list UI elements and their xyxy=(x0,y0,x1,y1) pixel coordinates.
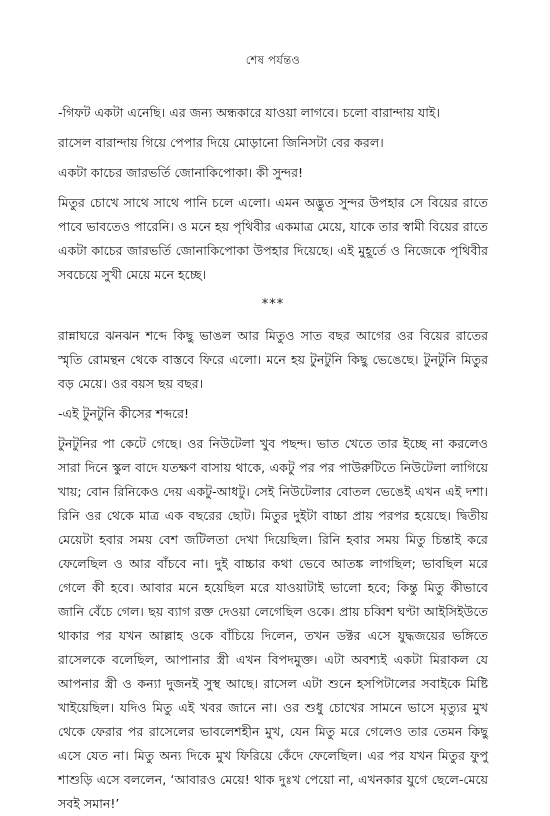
paragraph-kitchen-noise: রান্নাঘরে ঝনঝন শব্দে কিছু ভাঙল আর মিতুও সাত বছর আগের ওর বিয়ের রাতের স্মৃতি রোমন্থন থেকে বাস্তবে ফিরে এলো। মনে হয় টুনটুনি কিছু ভেঙেছে। টুনটুনি মিতুর বড় মেয়ে। ওর বয়স ছয় বছর। xyxy=(58,328,488,391)
paragraph-firefly-jar: একটা কাচের জারভর্তি জোনাকিপোকা। কী সুন্দর! xyxy=(58,165,304,180)
paragraph-tuntuni-call: -এই টুনটুনি কীসের শব্দরে! xyxy=(58,406,190,421)
section-separator: *** xyxy=(261,297,285,312)
paragraph-tuntuni-story: টুনটুনির পা কেটে গেছে। ওর নিউটেলা খুব পছন্দ। ভাত খেতে তার ইচ্ছে না করলেও সারা দিনে স্কুল বাদে যতক্ষণ বাসায় থাকে, একটু পর পর পাউরুটিতে নিউটেলা লাগিয়ে খায়; বোন রিনিকেও দেয় একটু-আধটু। সেই নিউটেলার বোতল ভেঙেই এখন এই দশা। রিনি ওর থেকে মাত্র এক বছরের ছোট। মিতুর দুইটা বাচ্চা প্রায় পরপর হয়েছে। দ্বিতীয় মেয়েটা হবার সময় বেশ জটিলতা দেখা দিয়েছিল। রিনি হবার সময় মিতু চিন্তাই করে ফেলেছিল ও আর বাঁচবে না। দুই বাচ্চার কথা ভেবে আতঙ্ক লাগছিল; ভাবছিল মরে গেলে কী হবে। আবার মনে হয়েছিল মরে যাওয়াটাই ভালো হবে; কিন্তু মিতু কীভাবে জানি বেঁচে গেল। ছয় ব্যাগ রক্ত দেওয়া লেগেছিল ওকে। প্রায় চব্বিশ ঘণ্টা আইসিইউতে থাকার পর যখন আল্লাহ ওকে বাঁচিয়ে দিলেন, তখন ডক্টর এসে যুদ্ধজয়ের ভঙ্গিতে রাসেলকে বলেছিল, আপানার স্ত্রী এখন বিপদমুক্ত। এটা অবশ্যই একটা মিরাকল যে আপনার স্ত্রী ও কন্যা দুজনই সুস্থ আছে। রাসেল এটা শুনে হসপিটালের সবাইকে মিষ্টি খাইয়েছিল। যদিও মিতু এই খবর জানে না। ওর শুধু চোখের সামনে ভাসে মৃত্যুর মুখ থেকে ফেরার পর রাসেলের ভাবলেশহীন মুখ, যেন মিতু মরে গেলেও তার তেমন কিছু এসে যেত না। মিতু অন্য দিকে মুখ ফিরিয়ে কেঁদে ফেলেছিল। এর পর যখন মিতুর ফুপু শাশুড়ি এসে বললেন, ‘আবারও মেয়ে! থাক দুঃখ পেয়ো না, এখনকার যুগে ছেলে-মেয়ে সবই সমান!’ xyxy=(58,436,488,811)
paragraph-gift-dialogue: -গিফট একটা এনেছি। এর জন্য অন্ধকারে যাওয়া লাগবে। চলো বারান্দায় যাই। xyxy=(58,105,440,120)
paragraph-balcony: রাসেল বারান্দায় গিয়ে পেপার দিয়ে মোড়ানো জিনিসটা বের করল। xyxy=(58,135,384,150)
running-header: শেষ পর্যন্তও xyxy=(245,53,301,67)
paragraph-mitu-tears: মিতুর চোখে সাথে সাথে পানি চলে এলো। এমন অদ্ভুত সুন্দর উপহার সে বিয়ের রাতে পাবে ভাবতেও পারেনি। ও মনে হয় পৃথিবীর একমাত্র মেয়ে, যাকে তার স্বামী বিয়ের রাতে একটা কাচের জারভর্তি জোনাকিপোকা উপহার দিয়েছে। এই মুহূর্তে ও নিজেকে পৃথিবীর সবচেয়ে সুখী মেয়ে মনে হচ্ছে। xyxy=(58,195,488,282)
